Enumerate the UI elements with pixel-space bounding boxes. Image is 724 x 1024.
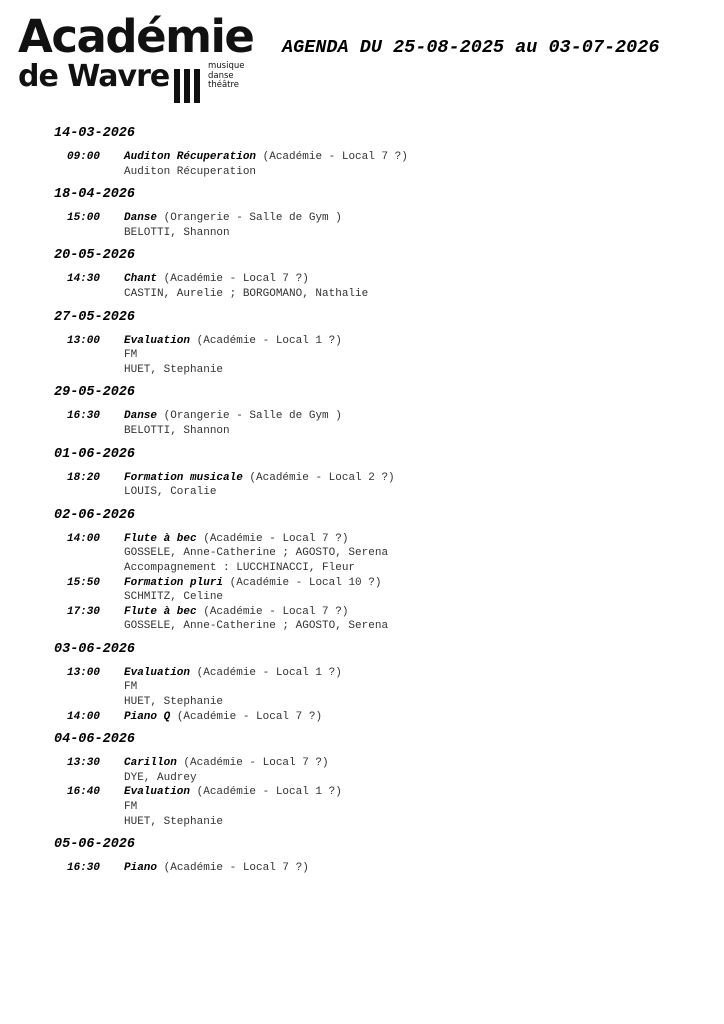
day-date: 03-06-2026 — [54, 641, 136, 657]
event-time: 16:40 — [66, 786, 100, 799]
agenda-day — [0, 185, 724, 240]
event-title: Piano — [124, 862, 158, 875]
event-header — [124, 471, 395, 486]
event-detail-line: CASTIN, Aurelie ; BORGOMANO, Nathalie — [124, 287, 369, 300]
agenda-event — [0, 605, 724, 634]
agenda-day — [0, 445, 724, 500]
event-time: 14:30 — [66, 273, 100, 286]
agenda-event — [0, 471, 724, 500]
event-details — [124, 861, 309, 876]
day-date: 18-04-2026 — [54, 187, 136, 203]
agenda-event — [0, 532, 724, 576]
event-header — [124, 409, 342, 424]
logo-sub-danse: danse — [208, 70, 234, 81]
event-detail-line: HUET, Stephanie — [124, 815, 224, 828]
event-time: 15:00 — [66, 212, 100, 225]
event-detail-line: SCHMITZ, Celine — [124, 591, 224, 604]
day-date: 02-06-2026 — [54, 507, 136, 523]
event-time: 14:00 — [66, 532, 100, 545]
agenda-day — [0, 383, 724, 438]
agenda-event — [0, 756, 724, 785]
day-date: 01-06-2026 — [54, 446, 136, 462]
agenda-event — [0, 150, 724, 179]
event-detail-line: GOSSELE, Anne-Catherine ; AGOSTO, Serena — [124, 620, 389, 633]
agenda-day — [0, 506, 724, 634]
agenda-list — [0, 124, 724, 882]
day-date: 20-05-2026 — [54, 248, 136, 264]
logo-sub-theatre: théâtre — [208, 80, 240, 90]
agenda-day — [0, 835, 724, 876]
event-location: (Académie - Local 7 ?) — [176, 757, 329, 770]
event-details — [124, 605, 388, 634]
logo-line-2: de Wavre — [18, 59, 170, 94]
event-location: (Académie - Local 7 ?) — [157, 273, 309, 286]
event-detail-line: HUET, Stephanie — [124, 696, 224, 709]
event-title: Flute à bec — [124, 605, 197, 618]
event-detail-line: FM — [124, 349, 138, 362]
agenda-day — [0, 124, 724, 179]
event-header — [124, 150, 408, 165]
event-title: Evaluation — [124, 334, 191, 347]
event-title: Chant — [124, 273, 158, 286]
agenda-day — [0, 730, 724, 829]
event-location: (Académie - Local 7 ?) — [196, 605, 349, 618]
event-details — [124, 150, 408, 179]
event-details — [124, 532, 388, 576]
event-details — [124, 211, 342, 240]
event-detail-line: Auditon Récuperation — [124, 165, 257, 178]
event-details — [124, 785, 342, 829]
event-location: (Orangerie - Salle de Gym ) — [157, 410, 342, 423]
event-location: (Académie - Local 7 ?) — [170, 710, 323, 723]
event-detail-line: FM — [124, 801, 138, 814]
event-time: 15:50 — [66, 576, 100, 589]
event-detail-line: LOUIS, Coralie — [124, 486, 217, 499]
agenda-event — [0, 710, 724, 725]
event-header — [124, 211, 342, 226]
event-details — [124, 576, 381, 605]
day-date: 04-06-2026 — [54, 732, 136, 748]
event-detail-line: BELOTTI, Shannon — [124, 424, 230, 437]
event-time: 17:30 — [66, 605, 100, 618]
event-details — [124, 272, 368, 301]
event-location: (Académie - Local 7 ?) — [196, 532, 349, 545]
day-date: 14-03-2026 — [54, 126, 136, 141]
event-detail-line: HUET, Stephanie — [124, 363, 224, 376]
event-time: 13:30 — [66, 757, 100, 770]
event-title: Auditon Récuperation — [124, 151, 257, 163]
agenda-event — [0, 409, 724, 438]
agenda-day — [0, 246, 724, 301]
agenda-event — [0, 334, 724, 378]
event-location: (Académie - Local 1 ?) — [190, 666, 342, 679]
event-details — [124, 710, 322, 725]
event-title: Piano Q — [124, 710, 171, 723]
event-title: Formation musicale — [124, 471, 243, 484]
agenda-title: AGENDA DU 25-08-2025 au 03-07-2026 — [282, 37, 660, 58]
event-title: Evaluation — [124, 666, 191, 679]
event-header — [124, 861, 309, 876]
event-location: (Académie - Local 2 ?) — [242, 471, 395, 484]
logo-sub-musique: musique — [208, 61, 245, 71]
event-title: Flute à bec — [124, 532, 197, 545]
event-title: Danse — [124, 410, 158, 423]
event-title: Evaluation — [124, 786, 191, 799]
event-header — [124, 334, 342, 349]
event-time: 09:00 — [66, 151, 100, 163]
event-location: (Académie - Local 7 ?) — [157, 862, 309, 875]
event-details — [124, 409, 342, 438]
day-date: 29-05-2026 — [54, 385, 136, 401]
event-time: 16:30 — [66, 862, 100, 875]
logo-subtitle — [208, 62, 244, 91]
agenda-event — [0, 272, 724, 301]
day-date: 27-05-2026 — [54, 309, 136, 325]
event-location: (Académie - Local 10 ?) — [223, 576, 382, 589]
event-location: (Orangerie - Salle de Gym ) — [157, 212, 342, 225]
event-location: (Académie - Local 1 ?) — [190, 334, 342, 347]
event-time: 13:00 — [66, 334, 100, 347]
event-detail-line: Accompagnement : LUCCHINACCI, Fleur — [124, 561, 356, 574]
event-header — [124, 785, 342, 800]
event-header — [124, 666, 342, 681]
day-date: 05-06-2026 — [54, 837, 136, 853]
event-header — [124, 576, 381, 591]
agenda-event — [0, 861, 724, 876]
agenda-day — [0, 308, 724, 378]
event-location: (Académie - Local 1 ?) — [190, 786, 342, 799]
agenda-event — [0, 576, 724, 605]
event-details — [124, 666, 342, 710]
event-title: Formation pluri — [124, 576, 224, 589]
event-details — [124, 756, 329, 785]
event-header — [124, 605, 388, 620]
event-title: Carillon — [124, 757, 177, 770]
event-time: 16:30 — [66, 410, 100, 423]
event-detail-line: GOSSELE, Anne-Catherine ; AGOSTO, Serena — [124, 547, 389, 560]
event-title: Danse — [124, 212, 158, 225]
agenda-event — [0, 666, 724, 710]
event-detail-line: BELOTTI, Shannon — [124, 226, 230, 239]
event-location: (Académie - Local 7 ?) — [256, 151, 408, 163]
event-details — [124, 334, 342, 378]
event-time: 14:00 — [66, 710, 100, 723]
agenda-event — [0, 785, 724, 829]
logo-m-bars — [174, 69, 204, 103]
event-details — [124, 471, 395, 500]
agenda-event — [0, 211, 724, 240]
event-detail-line: FM — [124, 681, 138, 694]
logo-line-1: Académie — [18, 10, 254, 63]
event-header — [124, 756, 329, 771]
event-header — [124, 272, 368, 287]
event-header — [124, 710, 322, 725]
event-detail-line: DYE, Audrey — [124, 771, 197, 784]
event-time: 13:00 — [66, 666, 100, 679]
academie-logo — [18, 10, 254, 94]
event-header — [124, 532, 388, 547]
agenda-day — [0, 640, 724, 724]
event-time: 18:20 — [66, 471, 100, 484]
